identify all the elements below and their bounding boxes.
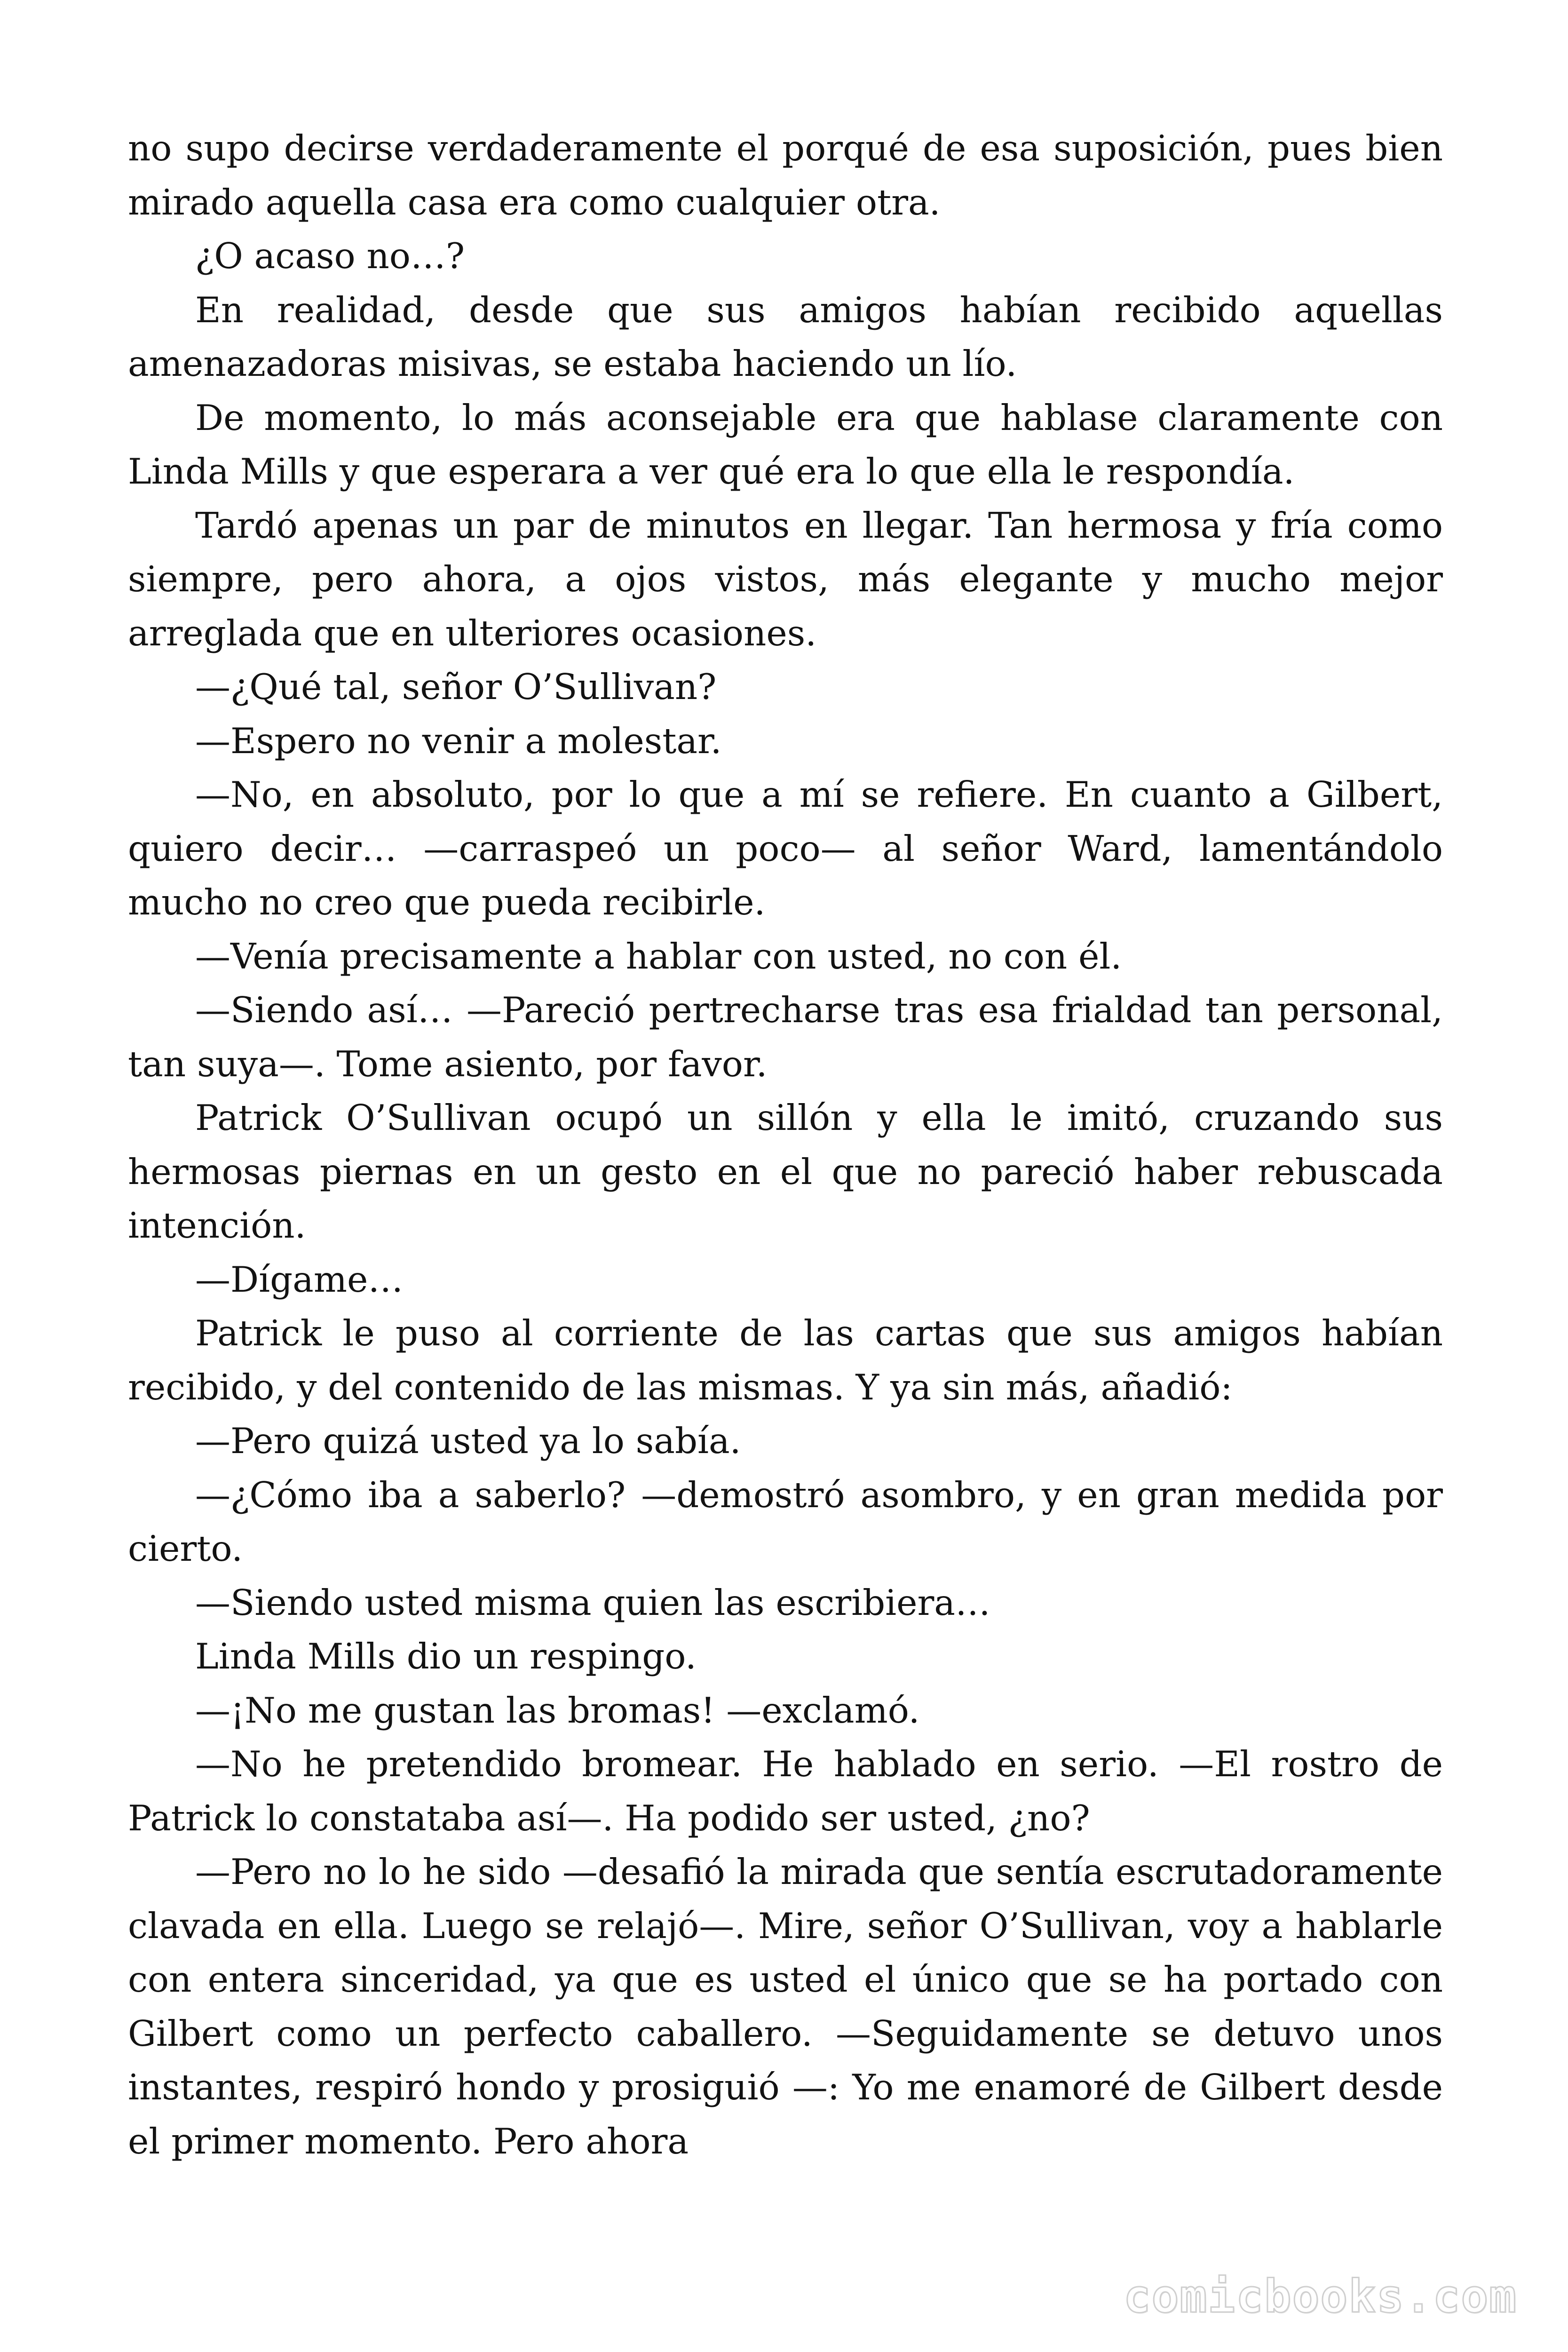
paragraph: En realidad, desde que sus amigos habían recibido aquellas amenazadoras misivas, se estaba haciendo un lío.	[128, 289, 1443, 384]
paragraph: De momento, lo más aconsejable era que hablase claramente con Linda Mills y que esperara a ver qué era lo que ella le respondía.	[128, 397, 1443, 492]
paragraph: —Pero quizá usted ya lo sabía.	[195, 1420, 741, 1462]
paragraph: Tardó apenas un par de minutos en llegar. Tan hermosa y fría como siempre, pero ahora, a ojos vistos, más elegante y mucho mejor arreglada que en ulteriores ocasiones.	[128, 504, 1443, 654]
body-text	[128, 121, 1443, 2168]
paragraph: —¡No me gustan las bromas! —exclamó.	[195, 1689, 920, 1731]
paragraph: ¿O acaso no…?	[195, 235, 465, 277]
watermark: comicbooks.com	[1123, 2270, 1517, 2323]
paragraph: —¿Qué tal, señor O’Sullivan?	[195, 666, 717, 707]
paragraph: Patrick le puso al corriente de las cartas que sus amigos habían recibido, y del contenido de las mismas. Y ya sin más, añadió:	[128, 1312, 1443, 1408]
paragraph: no supo decirse verdaderamente el porqué de esa suposición, pues bien mirado aquella casa era como cualquier otra.	[128, 127, 1443, 223]
paragraph: —¿Cómo iba a saberlo? —demostró asombro, y en gran medida por cierto.	[128, 1474, 1443, 1569]
paragraph: —No, en absoluto, por lo que a mí se refiere. En cuanto a Gilbert, quiero decir… —carraspeó un poco— al señor Ward, lamentándolo mucho no creo que pueda recibirle.	[128, 774, 1443, 923]
paragraph: Linda Mills dio un respingo.	[195, 1636, 697, 1677]
paragraph: —Pero no lo he sido —desafió la mirada que sentía escrutadoramente clavada en ella. Luego se relajó—. Mire, señor O’Sullivan, voy a hablarle con entera sinceridad, ya que es usted el único que se ha portado con Gilbert como un perfecto caballero. —Seguidamente se detuvo unos instantes, respiró hondo y prosiguió —: Yo me enamoré de Gilbert desde el primer momento. Pero ahora	[128, 1851, 1443, 2162]
paragraph: —Dígame…	[195, 1258, 404, 1300]
paragraph: —Siendo usted misma quien las escribiera…	[195, 1581, 991, 1623]
paragraph: Patrick O’Sullivan ocupó un sillón y ella le imitó, cruzando sus hermosas piernas en un gesto en el que no pareció haber rebuscada intención.	[128, 1097, 1443, 1246]
paragraph: —Siendo así… —Pareció pertrecharse tras esa frialdad tan personal, tan suya—. Tome asiento, por favor.	[128, 989, 1443, 1085]
paragraph: —Espero no venir a molestar.	[195, 720, 722, 762]
paragraph: —Venía precisamente a hablar con usted, no con él.	[195, 935, 1122, 977]
paragraph: —No he pretendido bromear. He hablado en serio. —El rostro de Patrick lo constataba así—. Ha podido ser usted, ¿no?	[128, 1743, 1443, 1839]
